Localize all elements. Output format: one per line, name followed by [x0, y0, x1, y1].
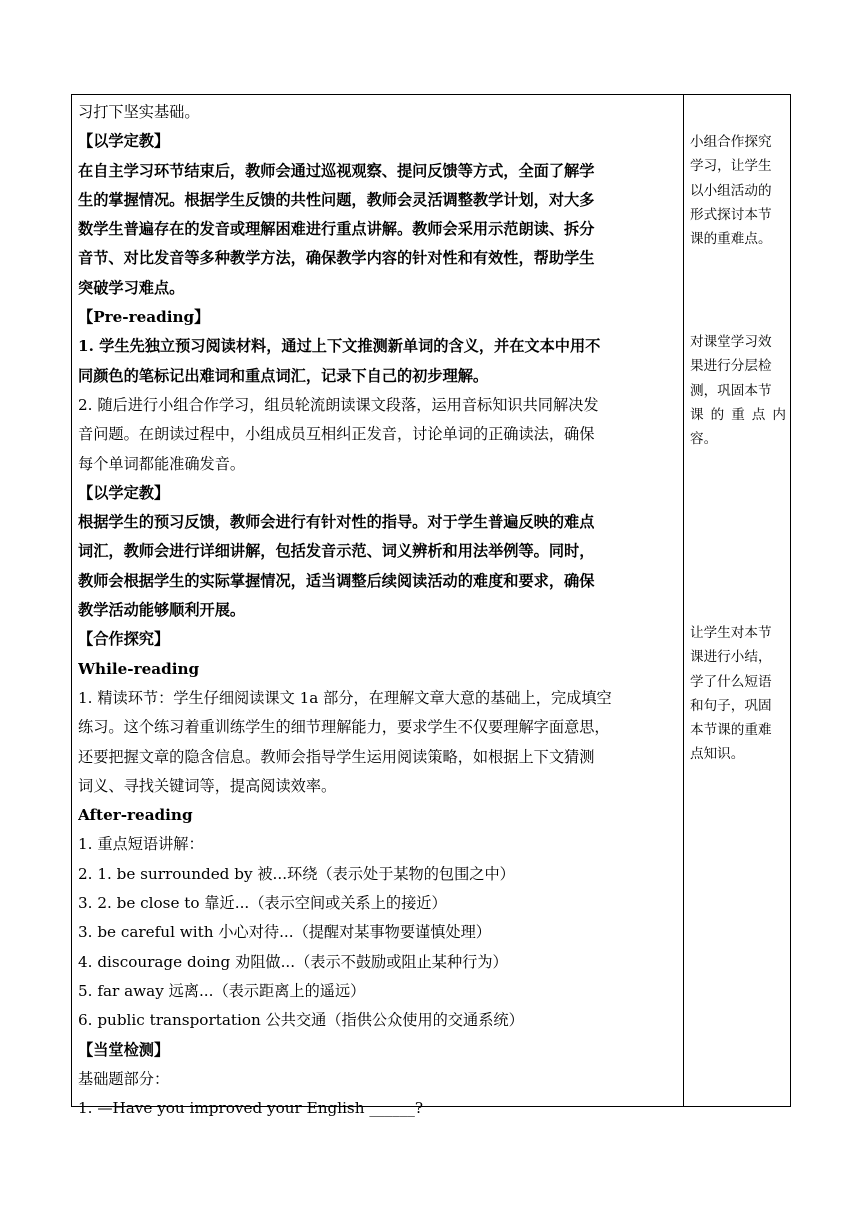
- side-note-line: 学习，让学生: [690, 158, 772, 175]
- side-note-line: 对课堂学习效: [690, 334, 772, 350]
- text-line: 5. far away 远离...（表示距离上的遥远）: [78, 981, 366, 1000]
- text-line: 2. 随后进行小组合作学习，组员轮流朗读课文段落，运用音标知识共同解决发: [78, 395, 599, 414]
- main-content-column: [78, 98, 678, 1123]
- text-line: 3. 2. be close to 靠近...（表示空间或关系上的接近）: [78, 894, 447, 913]
- side-note-line: 课 的 重 点 内: [690, 406, 786, 423]
- text-line: 6. public transportation 公共交通（指供公众使用的交通系统）: [78, 1011, 524, 1030]
- side-note-line: 果进行分层检: [690, 358, 772, 375]
- text-line: 【合作探究】: [78, 630, 170, 649]
- text-line: 【以学定教】: [78, 483, 170, 502]
- text-line: 同颜色的笔标记出难词和重点词汇，记录下自己的初步理解。: [78, 366, 489, 385]
- text-line: 1. —Have you improved your English ______?: [78, 1099, 424, 1118]
- text-line: 数学生普遍存在的发音或理解困难进行重点讲解。教师会采用示范朗读、拆分: [78, 220, 595, 239]
- side-note-line: 测，巩固本节: [690, 382, 772, 399]
- side-note-line: 课的重难点。: [690, 231, 772, 248]
- text-line: 基础题部分：: [78, 1069, 170, 1088]
- side-note-line: 和句子，巩固: [690, 697, 772, 714]
- text-line: 音问题。在朗读过程中，小组成员互相纠正发音，讨论单词的正确读法，确保: [78, 425, 595, 444]
- text-line: While-reading: [78, 659, 200, 678]
- text-line: 生的掌握情况。根据学生反馈的共性问题，教师会灵活调整教学计划，对大多: [78, 190, 595, 209]
- side-note-assessment: [690, 330, 786, 451]
- text-line: 练习。这个练习着重训练学生的细节理解能力，要求学生不仅要理解字面意思，: [78, 718, 610, 737]
- text-line: 音节、对比发音等多种教学方法，确保教学内容的针对性和有效性，帮助学生: [78, 249, 595, 268]
- text-line: 教学活动能够顺利开展。: [78, 601, 246, 620]
- text-line: 1. 学生先独立预习阅读材料，通过上下文推测新单词的含义，并在文本中用不: [78, 337, 601, 356]
- text-line: 词义、寻找关键词等，提高阅读效率。: [78, 776, 337, 795]
- text-line: 1. 精读环节：学生仔细阅读课文 1a 部分，在理解文章大意的基础上，完成填空: [78, 688, 612, 707]
- text-line: 【以学定教】: [78, 132, 170, 151]
- text-line: 2. 1. be surrounded by 被...环绕（表示处于某物的包围之中）: [78, 864, 515, 883]
- text-line: 习打下坚实基础。: [78, 103, 200, 121]
- side-note-line: 本节课的重难: [690, 722, 772, 739]
- text-line: 【Pre-reading】: [78, 308, 210, 327]
- side-note-line: 容。: [690, 431, 718, 448]
- text-line: 在自主学习环节结束后，教师会通过巡视观察、提问反馈等方式，全面了解学: [78, 161, 595, 180]
- text-line: 还要把握文章的隐含信息。教师会指导学生运用阅读策略，如根据上下文猜测: [78, 747, 595, 766]
- side-note-line: 以小组活动的: [690, 182, 772, 199]
- text-line: 3. be careful with 小心对待...（提醒对某事物要谨慎处理）: [78, 923, 491, 942]
- text-line: 【当堂检测】: [78, 1040, 170, 1059]
- side-note-line: 让学生对本节: [690, 625, 772, 641]
- side-note-group-work: [690, 130, 786, 251]
- text-line: 根据学生的预习反馈，教师会进行有针对性的指导。对于学生普遍反映的难点: [78, 513, 595, 532]
- text-line: 突破学习难点。: [78, 278, 185, 297]
- text-line: 词汇，教师会进行详细讲解，包括发音示范、词义辨析和用法举例等。同时，: [78, 542, 595, 561]
- side-note-line: 点知识。: [690, 746, 745, 763]
- column-divider: [683, 94, 684, 1107]
- side-note-line: 小组合作探究: [690, 134, 772, 150]
- text-line: 4. discourage doing 劝阻做...（表示不鼓励或阻止某种行为）: [78, 952, 508, 971]
- text-line: 每个单词都能准确发音。: [78, 454, 246, 473]
- side-note-line: 形式探讨本节: [690, 206, 772, 223]
- text-line: 教师会根据学生的实际掌握情况，适当调整后续阅读活动的难度和要求，确保: [78, 571, 595, 590]
- text-line: After-reading: [78, 806, 193, 825]
- text-line: 1. 重点短语讲解：: [78, 835, 204, 854]
- side-note-line: 课进行小结，: [690, 649, 772, 666]
- side-note-summary: [690, 621, 786, 767]
- side-note-line: 学了什么短语: [690, 673, 772, 690]
